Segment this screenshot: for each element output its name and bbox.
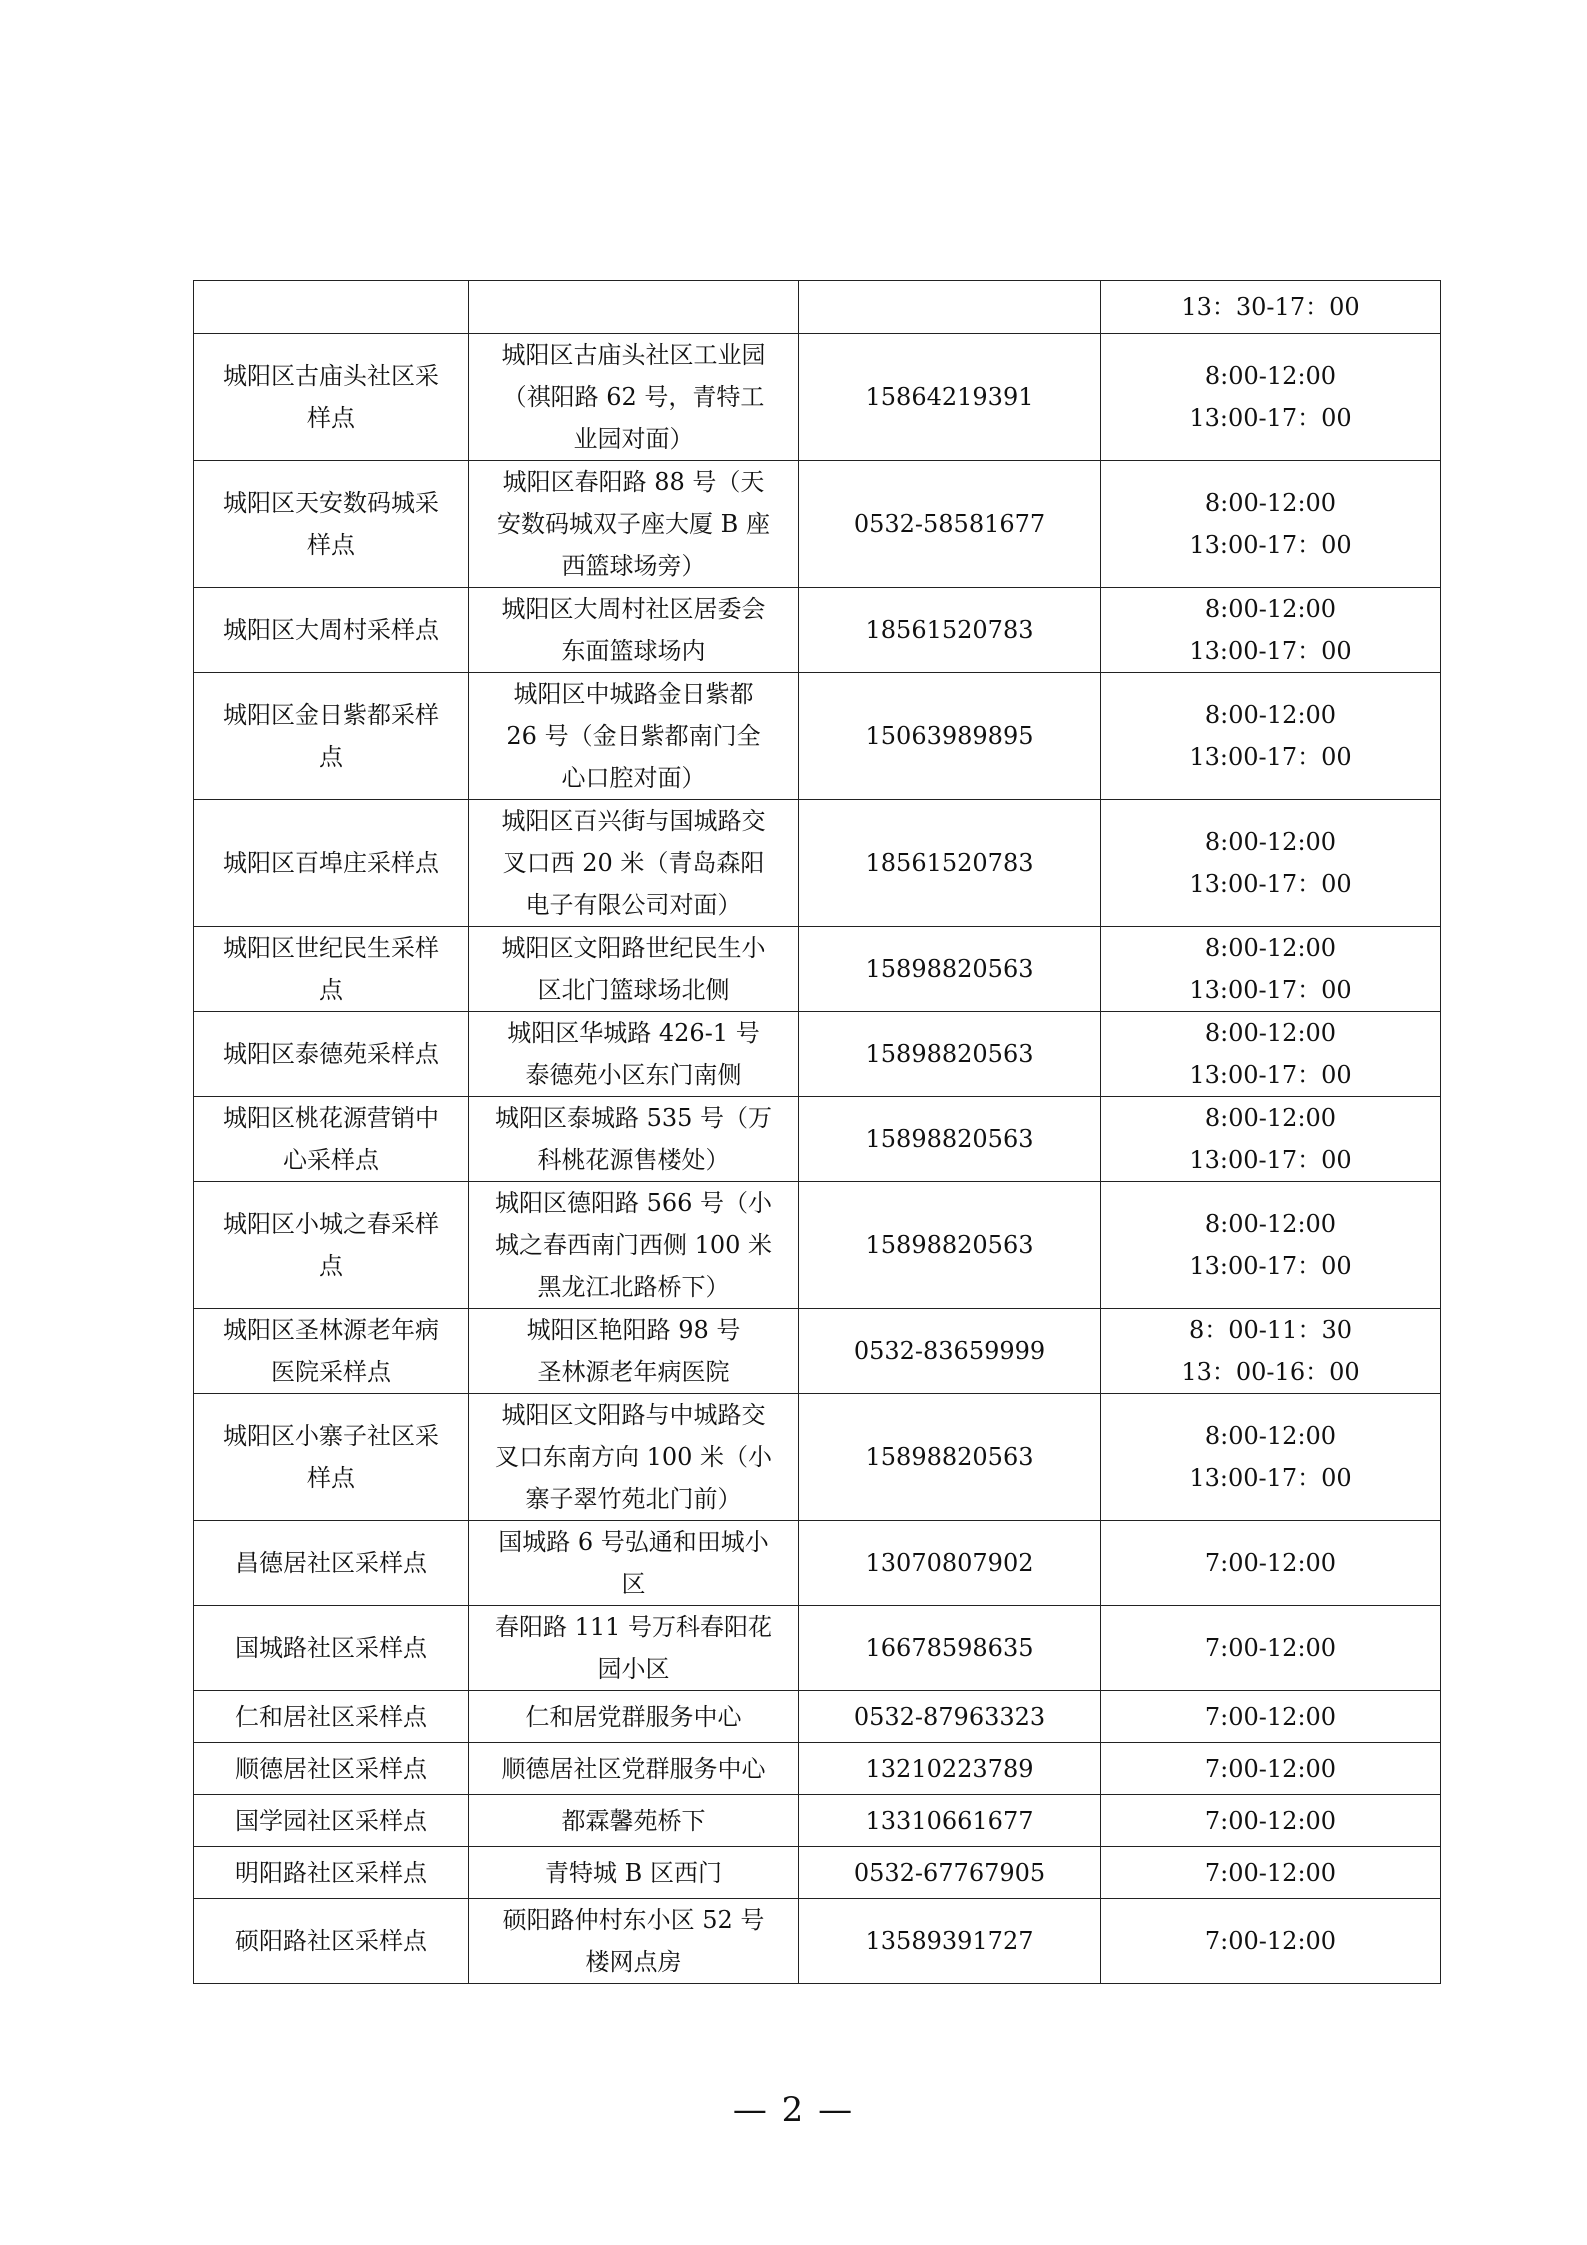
table-row bbox=[194, 1743, 1441, 1795]
hours-cell: 8:00-12:00 13:00-17：00 bbox=[1101, 588, 1441, 673]
site-name-cell: 国城路社区采样点 bbox=[194, 1606, 469, 1691]
page-number: — 2 — bbox=[732, 2090, 855, 2130]
address-cell: 城阳区大周村社区居委会 东面篮球场内 bbox=[469, 588, 799, 673]
site-name-cell: 国学园社区采样点 bbox=[194, 1795, 469, 1847]
hours-cell: 8:00-12:00 13:00-17：00 bbox=[1101, 800, 1441, 927]
hours-cell: 13：30-17：00 bbox=[1101, 281, 1441, 334]
site-name-cell: 城阳区桃花源营销中 心采样点 bbox=[194, 1097, 469, 1182]
phone-cell: 0532-87963323 bbox=[799, 1691, 1101, 1743]
hours-cell: 7:00-12:00 bbox=[1101, 1795, 1441, 1847]
table-row bbox=[194, 1521, 1441, 1606]
site-name-cell: 城阳区泰德苑采样点 bbox=[194, 1012, 469, 1097]
hours-cell: 7:00-12:00 bbox=[1101, 1691, 1441, 1743]
phone-cell: 15898820563 bbox=[799, 1012, 1101, 1097]
hours-cell: 8:00-12:00 13:00-17：00 bbox=[1101, 461, 1441, 588]
address-cell: 城阳区艳阳路 98 号 圣林源老年病医院 bbox=[469, 1309, 799, 1394]
table-row bbox=[194, 1097, 1441, 1182]
address-cell: 都霖馨苑桥下 bbox=[469, 1795, 799, 1847]
site-name-cell: 昌德居社区采样点 bbox=[194, 1521, 469, 1606]
site-name-cell: 顺德居社区采样点 bbox=[194, 1743, 469, 1795]
address-cell: 城阳区春阳路 88 号（天 安数码城双子座大厦 B 座 西篮球场旁） bbox=[469, 461, 799, 588]
table-row bbox=[194, 1394, 1441, 1521]
site-name-cell: 明阳路社区采样点 bbox=[194, 1847, 469, 1899]
site-name-cell: 城阳区小寨子社区采 样点 bbox=[194, 1394, 469, 1521]
site-name-cell: 仁和居社区采样点 bbox=[194, 1691, 469, 1743]
phone-cell: 18561520783 bbox=[799, 588, 1101, 673]
hours-cell: 8:00-12:00 13:00-17：00 bbox=[1101, 334, 1441, 461]
site-name-cell: 城阳区天安数码城采 样点 bbox=[194, 461, 469, 588]
phone-cell: 13070807902 bbox=[799, 1521, 1101, 1606]
phone-cell: 13210223789 bbox=[799, 1743, 1101, 1795]
phone-cell: 15898820563 bbox=[799, 1097, 1101, 1182]
site-name-cell: 城阳区世纪民生采样 点 bbox=[194, 927, 469, 1012]
table-row bbox=[194, 1606, 1441, 1691]
phone-cell: 15898820563 bbox=[799, 1394, 1101, 1521]
address-cell: 春阳路 111 号万科春阳花 园小区 bbox=[469, 1606, 799, 1691]
phone-cell: 0532-67767905 bbox=[799, 1847, 1101, 1899]
site-name-cell: 城阳区圣林源老年病 医院采样点 bbox=[194, 1309, 469, 1394]
table-body bbox=[194, 281, 1441, 1984]
table-row bbox=[194, 281, 1441, 334]
table-row bbox=[194, 800, 1441, 927]
address-cell: 青特城 B 区西门 bbox=[469, 1847, 799, 1899]
hours-cell: 8:00-12:00 13:00-17：00 bbox=[1101, 1012, 1441, 1097]
address-cell: 城阳区华城路 426-1 号 泰德苑小区东门南侧 bbox=[469, 1012, 799, 1097]
table-row bbox=[194, 1795, 1441, 1847]
hours-cell: 7:00-12:00 bbox=[1101, 1847, 1441, 1899]
table-row bbox=[194, 1847, 1441, 1899]
sampling-sites-table bbox=[193, 280, 1441, 1984]
site-name-cell: 城阳区小城之春采样 点 bbox=[194, 1182, 469, 1309]
site-name-cell: 城阳区百埠庄采样点 bbox=[194, 800, 469, 927]
address-cell bbox=[469, 281, 799, 334]
hours-cell: 8:00-12:00 13:00-17：00 bbox=[1101, 1097, 1441, 1182]
hours-cell: 8:00-12:00 13:00-17：00 bbox=[1101, 1394, 1441, 1521]
site-name-cell: 城阳区古庙头社区采 样点 bbox=[194, 334, 469, 461]
table-row bbox=[194, 927, 1441, 1012]
address-cell: 硕阳路仲村东小区 52 号 楼网点房 bbox=[469, 1899, 799, 1984]
hours-cell: 8:00-12:00 13:00-17：00 bbox=[1101, 927, 1441, 1012]
table-row bbox=[194, 588, 1441, 673]
address-cell: 城阳区泰城路 535 号（万 科桃花源售楼处） bbox=[469, 1097, 799, 1182]
phone-cell: 18561520783 bbox=[799, 800, 1101, 927]
hours-cell: 7:00-12:00 bbox=[1101, 1743, 1441, 1795]
address-cell: 城阳区文阳路世纪民生小 区北门篮球场北侧 bbox=[469, 927, 799, 1012]
site-name-cell: 城阳区大周村采样点 bbox=[194, 588, 469, 673]
table-row bbox=[194, 461, 1441, 588]
hours-cell: 8:00-12:00 13:00-17：00 bbox=[1101, 1182, 1441, 1309]
phone-cell: 0532-58581677 bbox=[799, 461, 1101, 588]
phone-cell bbox=[799, 281, 1101, 334]
table-row bbox=[194, 1899, 1441, 1984]
phone-cell: 16678598635 bbox=[799, 1606, 1101, 1691]
table-row bbox=[194, 334, 1441, 461]
phone-cell: 15063989895 bbox=[799, 673, 1101, 800]
address-cell: 仁和居党群服务中心 bbox=[469, 1691, 799, 1743]
phone-cell: 13589391727 bbox=[799, 1899, 1101, 1984]
address-cell: 顺德居社区党群服务中心 bbox=[469, 1743, 799, 1795]
address-cell: 城阳区中城路金日紫都 26 号（金日紫都南门全 心口腔对面） bbox=[469, 673, 799, 800]
site-name-cell bbox=[194, 281, 469, 334]
phone-cell: 15898820563 bbox=[799, 1182, 1101, 1309]
phone-cell: 13310661677 bbox=[799, 1795, 1101, 1847]
table-row bbox=[194, 673, 1441, 800]
site-name-cell: 城阳区金日紫都采样 点 bbox=[194, 673, 469, 800]
table-row bbox=[194, 1012, 1441, 1097]
address-cell: 城阳区古庙头社区工业园 （祺阳路 62 号，青特工 业园对面） bbox=[469, 334, 799, 461]
phone-cell: 0532-83659999 bbox=[799, 1309, 1101, 1394]
hours-cell: 7:00-12:00 bbox=[1101, 1606, 1441, 1691]
hours-cell: 7:00-12:00 bbox=[1101, 1899, 1441, 1984]
hours-cell: 7:00-12:00 bbox=[1101, 1521, 1441, 1606]
address-cell: 城阳区德阳路 566 号（小 城之春西南门西侧 100 米 黑龙江北路桥下） bbox=[469, 1182, 799, 1309]
hours-cell: 8:00-12:00 13:00-17：00 bbox=[1101, 673, 1441, 800]
address-cell: 城阳区文阳路与中城路交 叉口东南方向 100 米（小 寨子翠竹苑北门前） bbox=[469, 1394, 799, 1521]
hours-cell: 8：00-11：30 13：00-16：00 bbox=[1101, 1309, 1441, 1394]
table-row bbox=[194, 1182, 1441, 1309]
phone-cell: 15864219391 bbox=[799, 334, 1101, 461]
address-cell: 城阳区百兴街与国城路交 叉口西 20 米（青岛森阳 电子有限公司对面） bbox=[469, 800, 799, 927]
table-row bbox=[194, 1691, 1441, 1743]
address-cell: 国城路 6 号弘通和田城小 区 bbox=[469, 1521, 799, 1606]
phone-cell: 15898820563 bbox=[799, 927, 1101, 1012]
table-row bbox=[194, 1309, 1441, 1394]
site-name-cell: 硕阳路社区采样点 bbox=[194, 1899, 469, 1984]
